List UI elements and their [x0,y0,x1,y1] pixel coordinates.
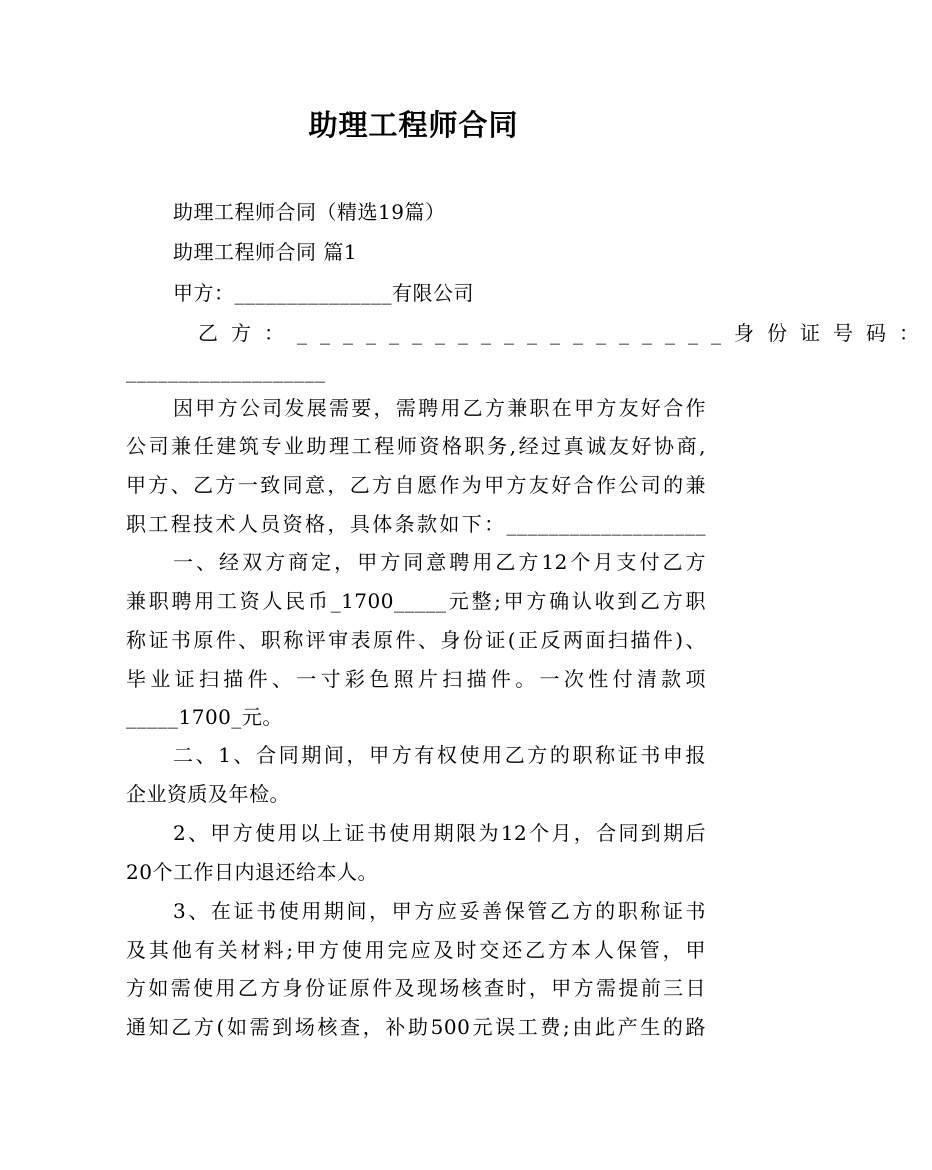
clause-1-line: _____1700_元。 [126,705,283,729]
paragraph-line: 职工程技术人员资格，具体条款如下：___________________ [126,512,706,536]
subtitle-line: 助理工程师合同（精选19篇） [173,200,446,224]
document-title: 助理工程师合同 [308,108,519,142]
clause-2-line: 企业资质及年检。 [126,782,290,806]
party-b-line: 乙方：___________________身份证号码： [198,321,932,345]
paragraph-line: 甲方、乙方一致同意，乙方自愿作为甲方友好合作公司的兼 [126,473,706,497]
clause-2-line: 二、1、合同期间，甲方有权使用乙方的职称证书申报 [173,743,706,767]
clause-1-line: 毕业证扫描件、一寸彩色照片扫描件。一次性付清款项 [126,667,706,691]
clause-1-line: 称证书原件、职称评审表原件、身份证(正反两面扫描件)、 [126,628,706,652]
clause-2-3-line: 及其他有关材料;甲方使用完应及时交还乙方本人保管，甲 [126,938,706,962]
id-number-blank: ___________________ [126,359,326,383]
party-a-line: 甲方：_______________有限公司 [173,281,474,305]
clause-2-3-line: 3、在证书使用期间，甲方应妥善保管乙方的职称证书 [173,899,706,923]
paragraph-line: 因甲方公司发展需要，需聘用乙方兼职在甲方友好合作 [173,396,706,420]
clause-1-line: 兼职聘用工资人民币_1700_____元整;甲方确认收到乙方职 [126,589,706,613]
clause-1-line: 一、经双方商定，甲方同意聘用乙方12个月支付乙方 [173,550,706,574]
clause-2-3-line: 方如需使用乙方身份证原件及现场核查时，甲方需提前三日 [126,976,706,1000]
paragraph-line: 公司兼任建筑专业助理工程师资格职务,经过真诚友好协商, [126,434,706,458]
clause-2-2-line: 20个工作日内退还给本人。 [126,860,378,884]
clause-2-3-line: 通知乙方(如需到场核查，补助500元误工费;由此产生的路 [126,1015,706,1039]
clause-2-2-line: 2、甲方使用以上证书使用期限为12个月，合同到期后 [173,821,706,845]
section-heading: 助理工程师合同 篇1 [173,240,358,264]
